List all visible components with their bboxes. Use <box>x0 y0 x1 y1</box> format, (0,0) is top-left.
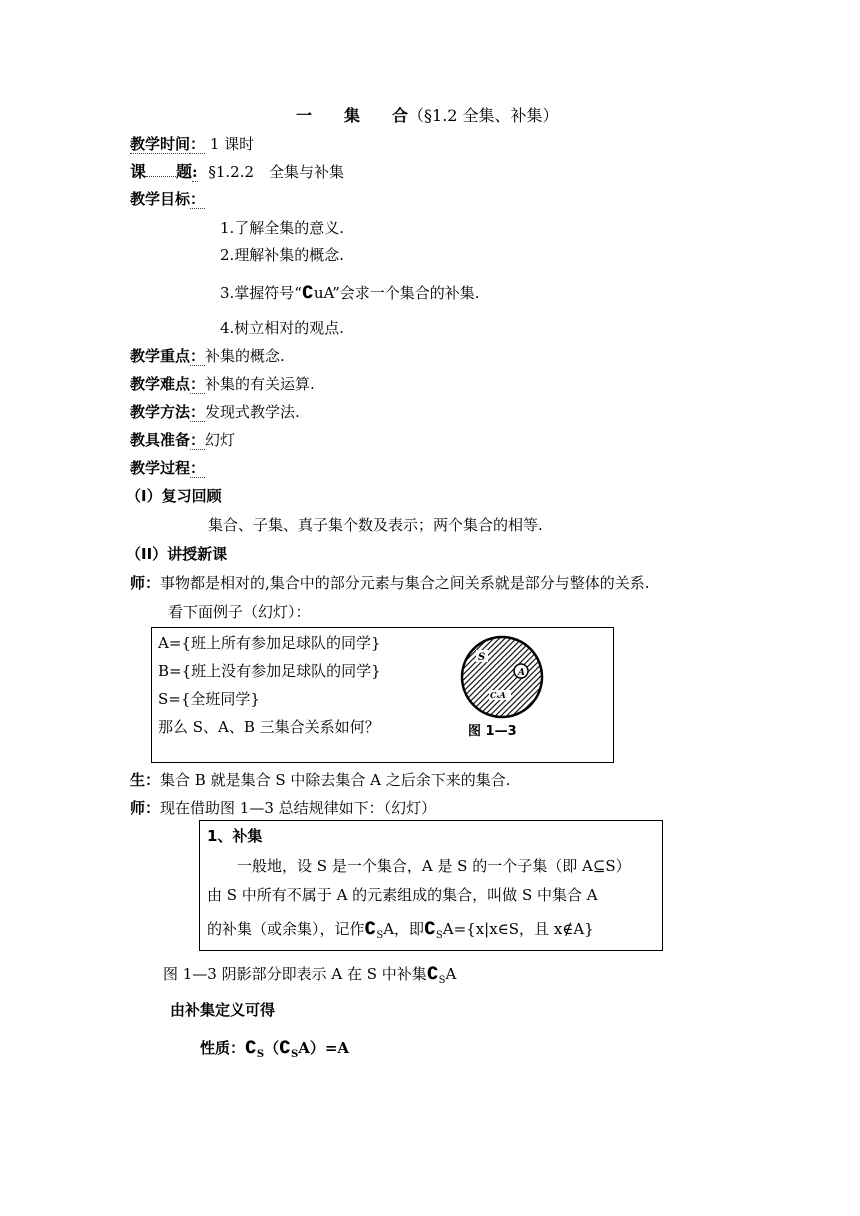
teaching-goals <box>130 189 205 209</box>
time-label: 教学时间 <box>130 135 191 153</box>
tools-value: 幻灯 <box>205 431 236 449</box>
set-s-label: S <box>478 652 486 663</box>
property-line <box>200 1038 349 1065</box>
complement-symbol: ∁ <box>426 964 439 984</box>
teacher-summary <box>130 798 436 818</box>
figure-note-post: A <box>445 965 457 983</box>
lesson-topic <box>130 162 344 182</box>
set-a-label: A <box>518 668 525 678</box>
student-label: 生： <box>130 771 161 789</box>
section-new-heading: （II）讲授新课 <box>126 545 228 563</box>
complement-symbol: ∁ <box>364 919 377 939</box>
property-sub-2: S <box>290 1049 299 1060</box>
definition-line-3 <box>207 919 594 946</box>
teaching-tools <box>130 430 235 450</box>
complement-symbol: ∁ <box>245 1038 257 1058</box>
difficulty-label: 教学难点 <box>130 375 191 393</box>
key-sep: ： <box>190 347 206 365</box>
method-label: 教学方法 <box>130 403 191 421</box>
property-sub-1: S <box>256 1049 265 1060</box>
title-sub: （§1.2 全集、补集） <box>408 106 559 125</box>
figure-caption: 图 1—3 <box>468 724 517 739</box>
topic-label-1: 课 <box>130 162 147 181</box>
teaching-method <box>130 402 300 422</box>
difficulty-value: 补集的有关运算. <box>205 375 315 393</box>
definition-line-3-pre: 的补集（或余集），记作 <box>207 920 365 938</box>
goal-1: 1.了解全集的意义. <box>220 219 345 237</box>
teacher-label: 师： <box>130 574 161 592</box>
key-label: 教学重点 <box>130 347 191 365</box>
complement-symbol: ∁ <box>279 1038 291 1058</box>
difficult-point <box>130 374 315 394</box>
definition-line-3-mid1: A，即 <box>383 920 425 938</box>
teacher-text: 事物都是相对的,集合中的部分元素与集合之间关系就是部分与整体的关系. <box>160 574 650 592</box>
goal-3-post: A”会求一个集合的补集. <box>323 284 480 302</box>
student-text: 集合 B 就是集合 S 中除去集合 A 之后余下来的集合. <box>160 771 511 789</box>
title-main: 一 集 合 <box>296 106 409 125</box>
example-line-3: S={全班同学} <box>158 690 260 708</box>
example-line-1: A={班上所有参加足球队的同学} <box>158 634 381 652</box>
tools-sep: ： <box>190 431 206 449</box>
definition-box <box>199 820 663 951</box>
topic-sep: : <box>192 163 198 181</box>
teacher-statement <box>130 573 650 593</box>
method-value: 发现式教学法. <box>205 403 300 421</box>
venn-diagram <box>454 632 564 722</box>
key-value: 补集的概念. <box>205 347 285 365</box>
definition-line-3-mid2: A={x|x∈S，且 x∉A} <box>442 920 594 938</box>
goals-sep: ： <box>190 190 206 208</box>
complement-symbol: ∁ <box>424 919 436 939</box>
goals-label: 教学目标 <box>130 190 191 208</box>
tools-label: 教具准备 <box>130 431 191 449</box>
example-line-2: B={班上没有参加足球队的同学} <box>158 662 381 680</box>
figure-note <box>163 964 456 991</box>
property-close: A）=A <box>298 1039 350 1057</box>
goal-3-sub: u <box>313 284 324 302</box>
definition-sub-2: S <box>435 930 443 941</box>
key-point <box>130 346 285 366</box>
teaching-process <box>130 458 205 478</box>
process-sep: ： <box>190 459 206 477</box>
definition-sub-1: S <box>376 930 384 941</box>
topic-value: §1.2.2 全集与补集 <box>208 163 345 181</box>
definition-line-2: 由 S 中所有不属于 A 的元素组成的集合，叫做 S 中集合 A <box>207 886 598 904</box>
method-sep: ： <box>190 403 206 421</box>
example-box <box>151 627 614 763</box>
student-answer <box>130 770 511 790</box>
topic-label-2: 题 <box>176 162 193 181</box>
complement-symbol: ∁ <box>301 283 314 303</box>
property-label: 性质： <box>200 1039 246 1057</box>
derive-text: 由补集定义可得 <box>170 1001 276 1019</box>
definition-line-1: 一般地，设 S 是一个集合，A 是 S 的一个子集（即 A⊆S） <box>237 857 631 875</box>
csa-label: CₛA <box>490 690 506 700</box>
process-label: 教学过程 <box>130 459 191 477</box>
set-s-circle <box>462 637 542 717</box>
figure-note-sub: S <box>438 975 446 986</box>
figure-note-pre: 图 1—3 阴影部分即表示 A 在 S 中补集 <box>163 965 427 983</box>
time-value: 1 课时 <box>209 135 255 153</box>
property-open: （ <box>264 1039 280 1057</box>
goal-3 <box>220 283 480 303</box>
teacher2-label: 师： <box>130 799 161 817</box>
section-review-body: 集合、子集、真子集个数及表示；两个集合的相等. <box>208 516 543 534</box>
example-line-4: 那么 S、A、B 三集合关系如何？ <box>158 718 380 736</box>
time-sep: ： <box>190 135 206 153</box>
difficulty-sep: ： <box>190 375 206 393</box>
section-review-heading: （I）复习回顾 <box>126 487 222 505</box>
page-title <box>296 106 559 126</box>
goal-4: 4.树立相对的观点. <box>220 319 345 337</box>
goal-2: 2.理解补集的概念. <box>220 246 345 264</box>
definition-title: 1、补集 <box>207 827 263 845</box>
teacher2-text: 现在借助图 1—3 总结规律如下：（幻灯） <box>160 799 437 817</box>
teaching-time <box>130 134 254 154</box>
example-intro: 看下面例子（幻灯）： <box>168 603 311 621</box>
goal-3-pre: 3.掌握符号“ <box>220 284 302 302</box>
